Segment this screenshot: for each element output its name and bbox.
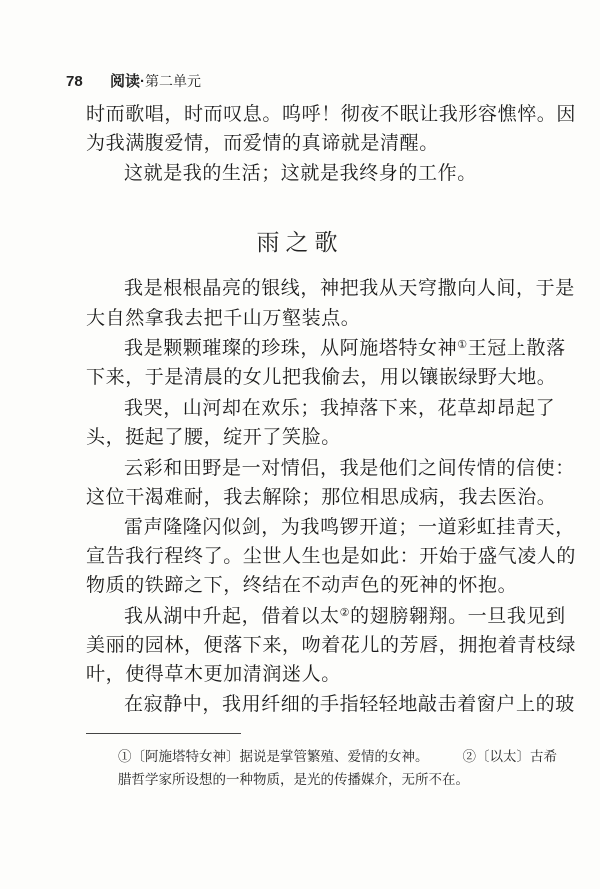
text-segment: 的翅膀翱翔。一旦我见到: [350, 605, 566, 627]
text-line: 宣告我行程终了。尘世人生也是如此：开始于盛气凌人的: [86, 545, 577, 567]
text-line: 为我满腹爱情，而爱情的真谛就是清醒。: [86, 132, 439, 154]
text-line: 大自然拿我去把千山万壑装点。: [86, 307, 361, 329]
footnote-ref-2[interactable]: ②: [339, 606, 351, 619]
footnote-line: [118, 747, 557, 767]
text-line: 叶，使得草木更加清润迷人。: [86, 663, 341, 685]
text-line: 在寂静中，我用纤细的手指轻轻地敲击着窗户上的玻: [124, 693, 575, 715]
footnote-divider: [86, 733, 241, 734]
text-line: 雷声隆隆闪似剑，为我鸣锣开道；一道彩虹挂青天，: [124, 516, 575, 538]
text-line: 我是根根晶亮的银线，神把我从天穹撒向人间，于是: [124, 277, 575, 299]
text-segment: 我是颗颗璀璨的珍珠，从阿施塔特女神: [124, 337, 458, 359]
text-line: 我哭，山河却在欢乐；我掉落下来，花草却昂起了: [124, 397, 556, 419]
footnote-ref-1[interactable]: ①: [457, 338, 468, 351]
text-line: 这就是我的生活；这就是我终身的工作。: [124, 162, 477, 184]
footnote-1: ①〔阿施塔特女神〕据说是掌管繁殖、爱情的女神。: [118, 749, 429, 765]
text-line: 美丽的园林，便落下来，吻着花儿的芳唇，拥抱着青枝绿: [86, 634, 577, 656]
text-segment: 我从湖中升起，借着以太: [124, 605, 340, 627]
text-line: [124, 335, 574, 361]
section-label: 阅读: [110, 73, 141, 90]
text-line: [124, 603, 574, 629]
text-line: 头，挺起了腰，绽开了笑脸。: [86, 426, 341, 448]
text-line: 时而歌唱，时而叹息。呜呼！彻夜不眠让我形容憔悴。因: [86, 103, 577, 125]
footnote-line: 腊哲学家所设想的一种物质，是光的传播媒介，无所不在。: [118, 772, 469, 788]
running-header: [66, 70, 201, 91]
text-line: 这位干渴难耐，我去解除；那位相思成病，我去医治。: [86, 486, 557, 508]
unit-label: 第二单元: [145, 73, 202, 89]
text-line: 物质的铁蹄之下，终结在不动声色的死神的怀抱。: [86, 574, 518, 596]
text-line: 下来，于是清晨的女儿把我偷去，用以镶嵌绿野大地。: [86, 366, 557, 388]
separator-dot: ·: [140, 73, 146, 90]
article-title: 雨之歌: [256, 230, 344, 256]
text-segment: 王冠上散落: [467, 337, 566, 359]
text-line: 云彩和田野是一对情侣，我是他们之间传情的信使：: [124, 457, 575, 479]
page-number: 78: [66, 73, 83, 90]
footnote-2: ②〔以太〕古希: [462, 749, 557, 765]
